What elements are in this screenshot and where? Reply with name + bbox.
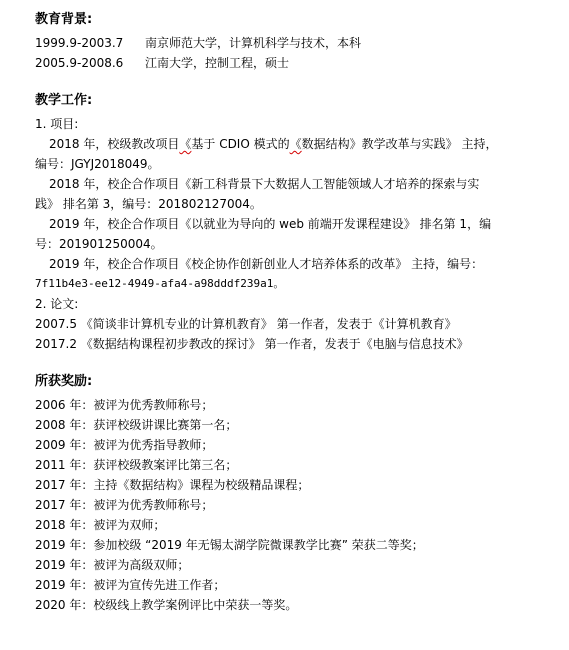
papers-label: 2. 论文:	[35, 297, 79, 311]
spellcheck-mark: 《	[289, 137, 302, 151]
education-row	[35, 33, 569, 53]
project-text: 数据结构》教学改革与实践》 主持，	[301, 137, 498, 151]
award-item: 2006 年：被评为优秀教师称号；	[35, 398, 214, 412]
spellcheck-mark: 《	[179, 137, 192, 151]
project-line-cont: 编号：JGYJ2018049。	[35, 157, 160, 171]
project-line-cont: 号：201901250004。	[35, 237, 163, 251]
education-heading: 教育背景:	[35, 12, 93, 27]
award-item: 2019 年：参加校级 “2019 年无锡太湖学院微课教学比赛” 荣获二等奖；	[35, 538, 424, 552]
project-line-cont: 7f11b4e3-ee12-4949-afa4-a98dddf239a1。	[35, 277, 285, 290]
education-period: 2005.9-2008.6	[35, 56, 124, 70]
project-line: 2019 年，校企合作项目《以就业为导向的 web 前端开发课程建设》 排名第 1，编	[49, 217, 492, 231]
paper-item: 2007.5 《简谈非计算机专业的计算机教育》 第一作者，发表于《计算机教育》	[35, 317, 457, 331]
project-line-cont: 践》 排名第 3，编号：201802127004。	[35, 197, 262, 211]
project-line: 2019 年，校企合作项目《校企协作创新创业人才培养体系的改革》 主持，编号：	[49, 257, 484, 271]
award-item: 2017 年：主持《数据结构》课程为校级精品课程；	[35, 478, 310, 492]
award-item: 2019 年：被评为宣传先进工作者；	[35, 578, 226, 592]
award-item: 2020 年：校级线上教学案例评比中荣获一等奖。	[35, 598, 298, 612]
award-item: 2019 年：被评为高级双师；	[35, 558, 190, 572]
award-item: 2009 年：被评为优秀指导教师；	[35, 438, 214, 452]
award-item: 2011 年：获评校级教案评比第三名；	[35, 458, 238, 472]
education-period: 1999.9-2003.7	[35, 36, 124, 50]
teaching-heading: 教学工作:	[35, 93, 93, 108]
projects-label: 1. 项目:	[35, 117, 79, 131]
paper-item: 2017.2 《数据结构课程初步教改的探讨》 第一作者，发表于《电脑与信息技术》	[35, 337, 469, 351]
awards-heading: 所获奖励:	[35, 374, 93, 389]
education-detail: 南京师范大学，计算机科学与技术，本科	[145, 36, 362, 50]
award-item: 2018 年：被评为双师；	[35, 518, 166, 532]
project-text: 基于 CDIO 模式的	[191, 137, 290, 151]
project-line	[49, 134, 569, 154]
award-item: 2017 年：被评为优秀教师称号；	[35, 498, 214, 512]
education-detail: 江南大学，控制工程，硕士	[145, 56, 290, 70]
education-row	[35, 53, 569, 73]
award-item: 2008 年：获评校级讲课比赛第一名；	[35, 418, 238, 432]
project-text: 2018 年，校级教改项目	[49, 137, 180, 151]
project-line: 2018 年，校企合作项目《新工科背景下大数据人工智能领域人才培养的探索与实	[49, 177, 480, 191]
